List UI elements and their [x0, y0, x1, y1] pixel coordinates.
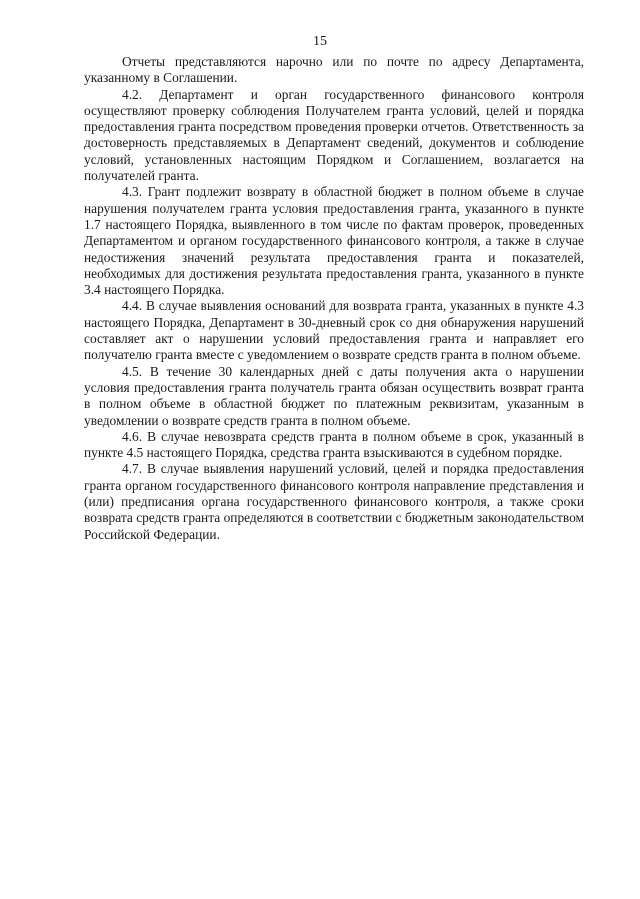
paragraph-4-5: 4.5. В течение 30 календарных дней с даты получения акта о нарушении условия предоставления гранта получатель гранта обязан осуществить возврат гранта в полном объеме в областной бюджет по платежным реквизитам, указанным в уведомлении о возврате средств гранта в полном объеме.: [84, 363, 584, 428]
paragraph-4-3: 4.3. Грант подлежит возврату в областной бюджет в полном объеме в случае нарушения получателем гранта условия предоставления гранта, указанного в пункте 1.7 настоящего Порядка, выявленного в том числе по фактам проверок, проведенных Департаментом и органом государственного финансового контроля, а также в случае недостижения значений результата предоставления гранта и показателей, необходимых для достижения результата предоставления гранта, указанного в пункте 3.4 настоящего Порядка.: [84, 184, 584, 298]
paragraph-reports-delivery: Отчеты представляются нарочно или по почте по адресу Департамента, указанному в Соглашении.: [84, 54, 584, 86]
document-body: [84, 54, 584, 543]
paragraph-4-4: 4.4. В случае выявления оснований для возврата гранта, указанных в пункте 4.3 настоящего Порядка, Департамент в 30-дневный срок со дня обнаружения нарушений составляет акт о нарушении условий предоставления гранта и направляет его получателю гранта вместе с уведомлением о возврате средств гранта в полном объеме.: [84, 298, 584, 363]
page-number: 15: [313, 34, 327, 49]
paragraph-4-6: 4.6. В случае невозврата средств гранта в полном объеме в срок, указанный в пункте 4.5 настоящего Порядка, средства гранта взыскиваются в судебном порядке.: [84, 428, 584, 461]
paragraph-4-7: 4.7. В случае выявления нарушений условий, целей и порядка предоставления гранта органом государственного финансового контроля направление представления и (или) предписания органа государственного финансового контроля, а также сроки возврата средств гранта определяются в соответствии с бюджетным законодательством Российской Федерации.: [84, 461, 584, 542]
paragraph-4-2: 4.2. Департамент и орган государственного финансового контроля осуществляют проверку соблюдения Получателем гранта условий, целей и порядка предоставления гранта посредством проведения проверки отчетов. Ответственность за достоверность представляемых в Департамент сведений, документов и соблюдение условий, установленных настоящим Порядком и Соглашением, возлагается на получателей гранта.: [84, 86, 584, 184]
